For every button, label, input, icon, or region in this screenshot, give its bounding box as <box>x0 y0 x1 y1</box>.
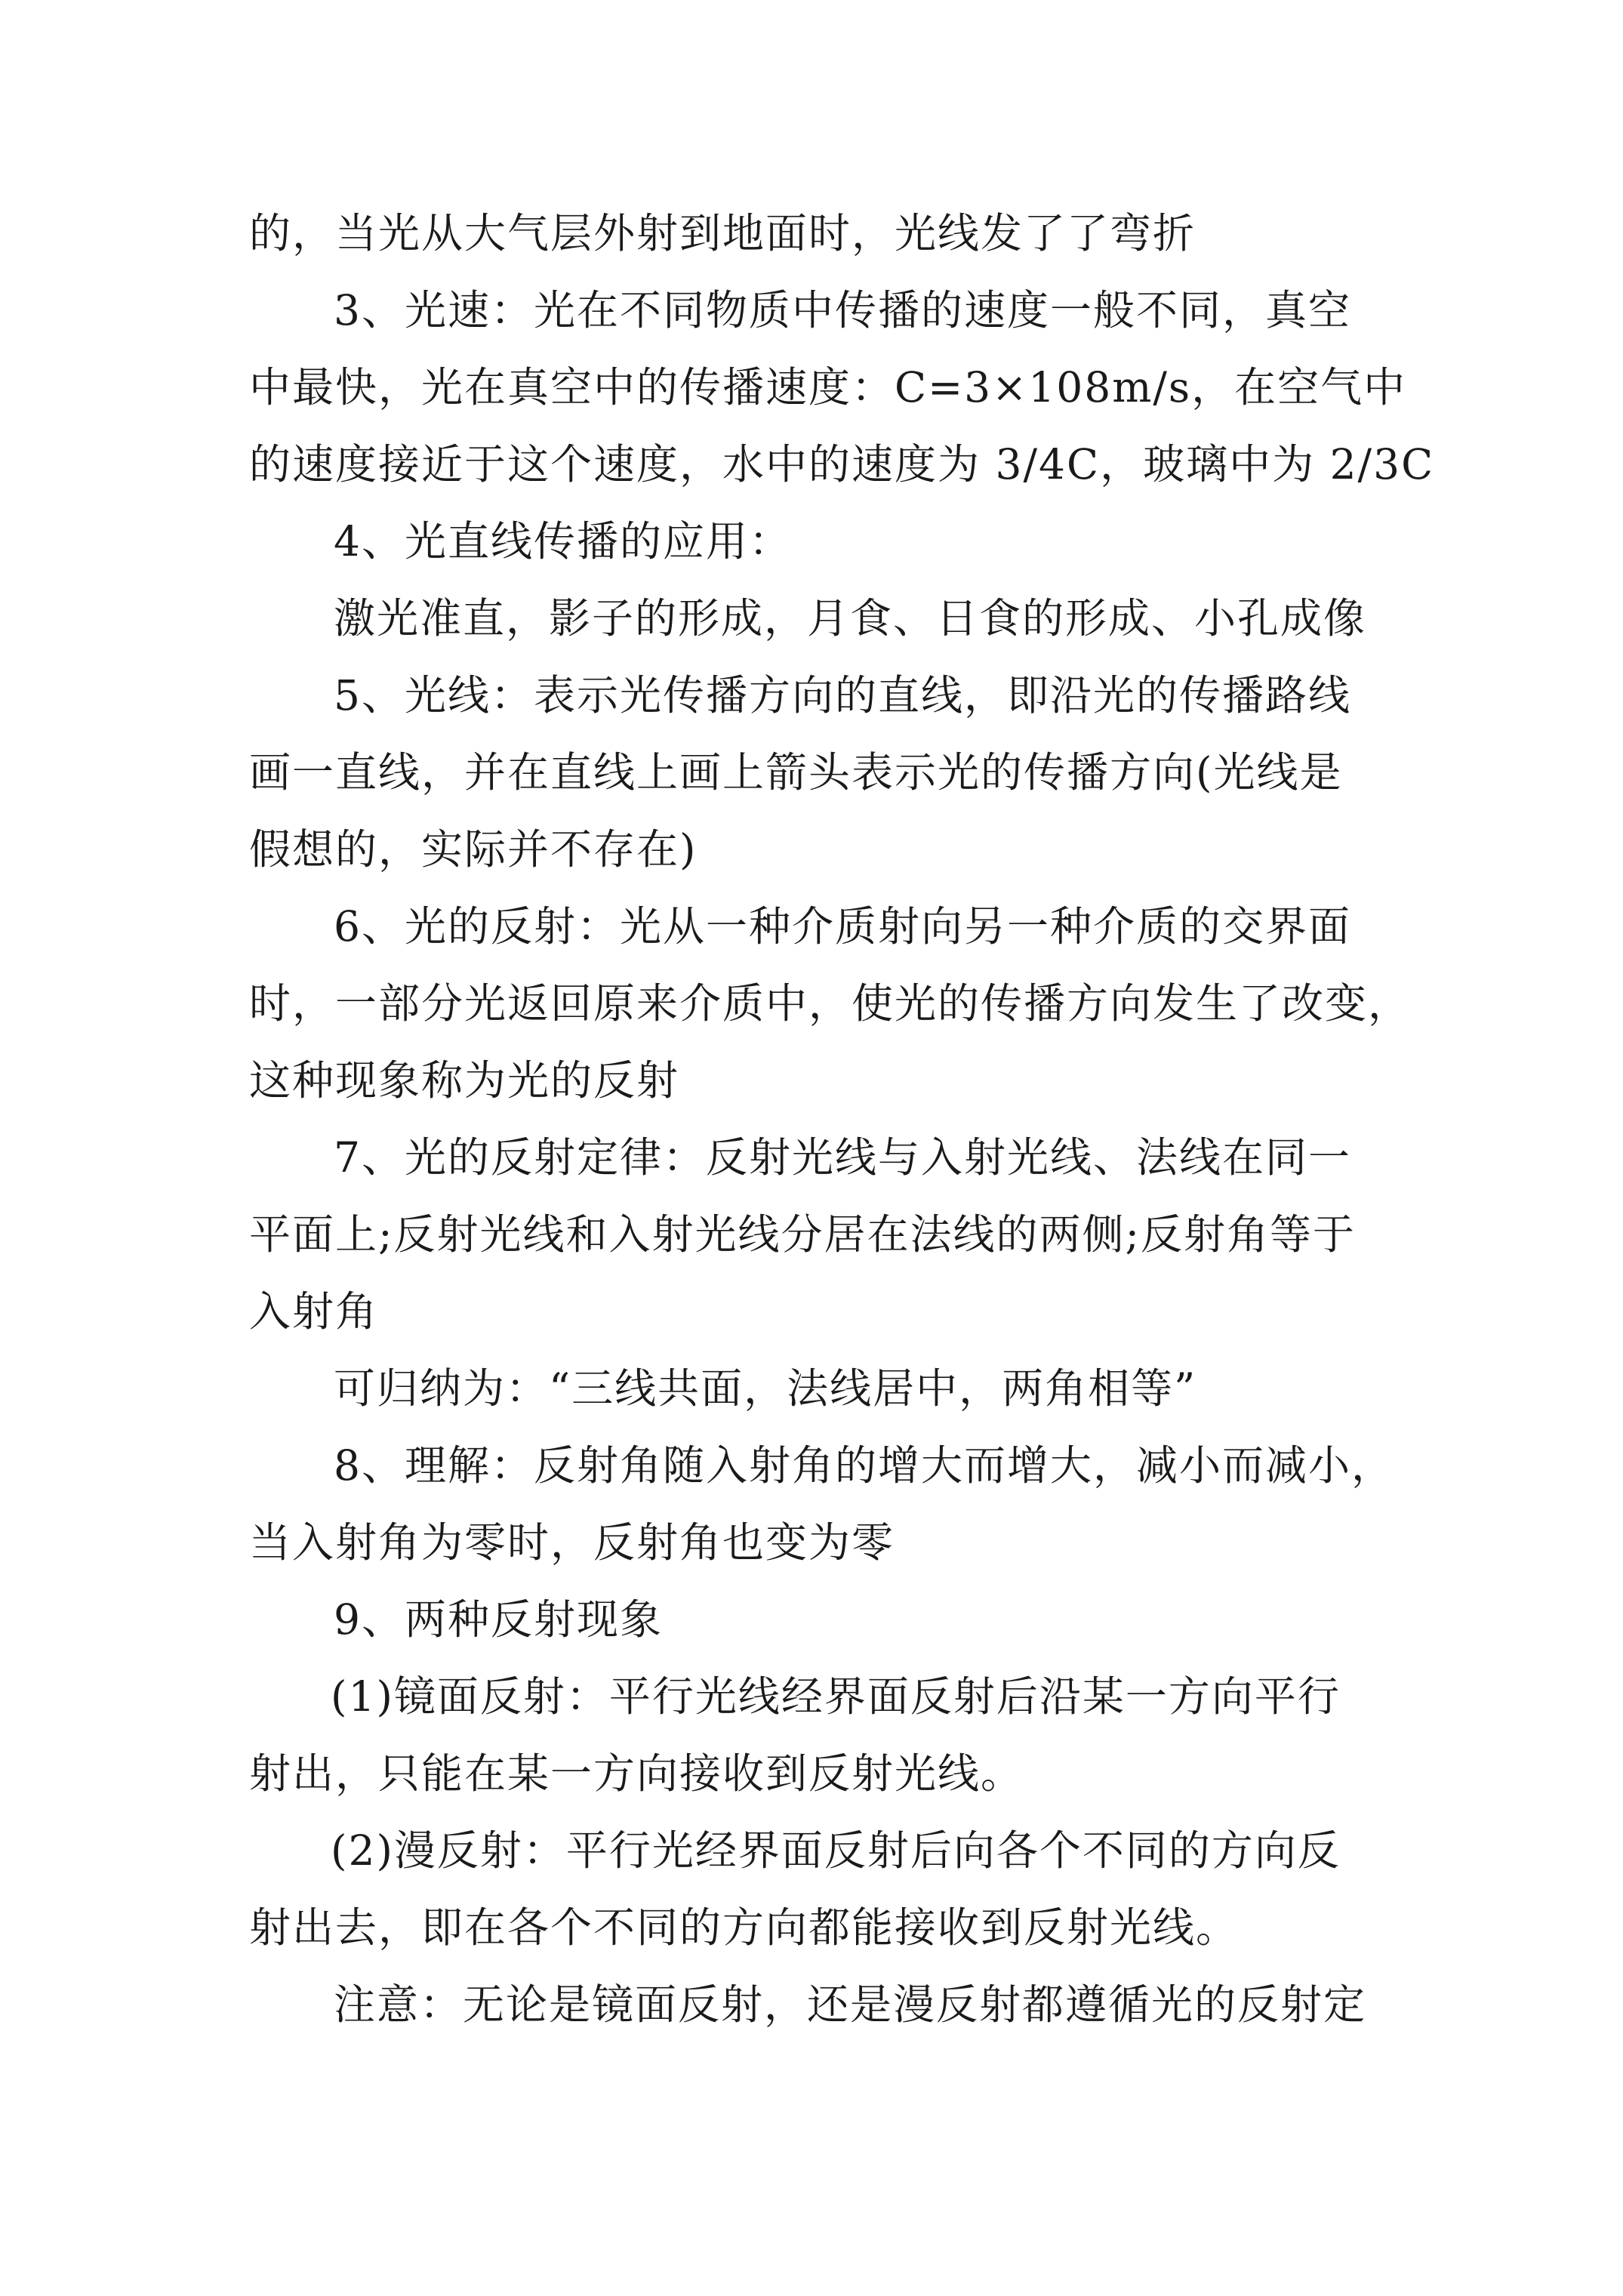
text-line: 4、光直线传播的应用： <box>334 517 792 566</box>
text-line: 平面上;反射光线和入射光线分居在法线的两侧;反射角等于 <box>249 1210 1357 1259</box>
text-line: 射出，只能在某一方向接收到反射光线。 <box>249 1749 1024 1798</box>
text-line: 9、两种反射现象 <box>334 1595 663 1644</box>
text-line: 8、理解：反射角随入射角的增大而增大，减小而减小， <box>334 1441 1394 1490</box>
paragraph-specular <box>249 1658 1404 1812</box>
text-line: 假想的，实际并不存在) <box>249 825 698 874</box>
text-line: 当入射角为零时，反射角也变为零 <box>249 1518 895 1567</box>
text-line: 画一直线，并在直线上画上箭头表示光的传播方向(光线是 <box>249 748 1343 797</box>
document-body <box>249 195 1435 2043</box>
text-line: 7、光的反射定律：反射光线与入射光线、法线在同一 <box>334 1133 1351 1182</box>
paragraph-note <box>249 1966 1404 2043</box>
paragraph-light-ray <box>249 657 1404 888</box>
paragraph-diffuse <box>249 1812 1404 1966</box>
text-line: 射出去，即在各个不同的方向都能接收到反射光线。 <box>249 1903 1240 1952</box>
text-line: 激光准直，影子的形成，月食、日食的形成、小孔成像 <box>334 594 1367 643</box>
paragraph-reflection <box>249 888 1412 1119</box>
text-line: (2)漫反射：平行光经界面反射后向各个不同的方向反 <box>331 1826 1341 1875</box>
paragraph-two-reflections <box>249 1581 1404 1658</box>
text-line: 注意：无论是镜面反射，还是漫反射都遵循光的反射定 <box>334 1980 1367 2029</box>
paragraph-understanding <box>249 1427 1404 1581</box>
paragraph-reflection-law <box>249 1119 1404 1350</box>
paragraph-applications-heading <box>249 503 1404 580</box>
text-line: 6、光的反射：光从一种介质射向另一种介质的交界面 <box>334 902 1351 951</box>
text-line: 这种现象称为光的反射 <box>249 1056 680 1105</box>
text-line: (1)镜面反射：平行光线经界面反射后沿某一方向平行 <box>331 1672 1341 1721</box>
paragraph-summary <box>249 1350 1404 1427</box>
paragraph-continuation <box>249 195 1404 272</box>
paragraph-applications <box>249 580 1404 657</box>
text-line: 入射角 <box>249 1287 379 1336</box>
text-line: 3、光速：光在不同物质中传播的速度一般不同，真空 <box>334 286 1351 334</box>
text-line: 的，当光从大气层外射到地面时，光线发了了弯折 <box>249 209 1196 257</box>
text-line: 可归纳为：“三线共面，法线居中，两角相等” <box>334 1364 1197 1413</box>
paragraph-light-speed <box>249 272 1435 503</box>
text-line: 中最快，光在真空中的传播速度：C=3×108m/s，在空气中 <box>249 363 1407 411</box>
text-line: 的速度接近于这个速度，水中的速度为 3/4C，玻璃中为 2/3C <box>249 440 1435 488</box>
text-line: 5、光线：表示光传播方向的直线，即沿光的传播路线 <box>334 671 1351 720</box>
text-line: 时，一部分光返回原来介质中，使光的传播方向发生了改变， <box>249 979 1412 1028</box>
